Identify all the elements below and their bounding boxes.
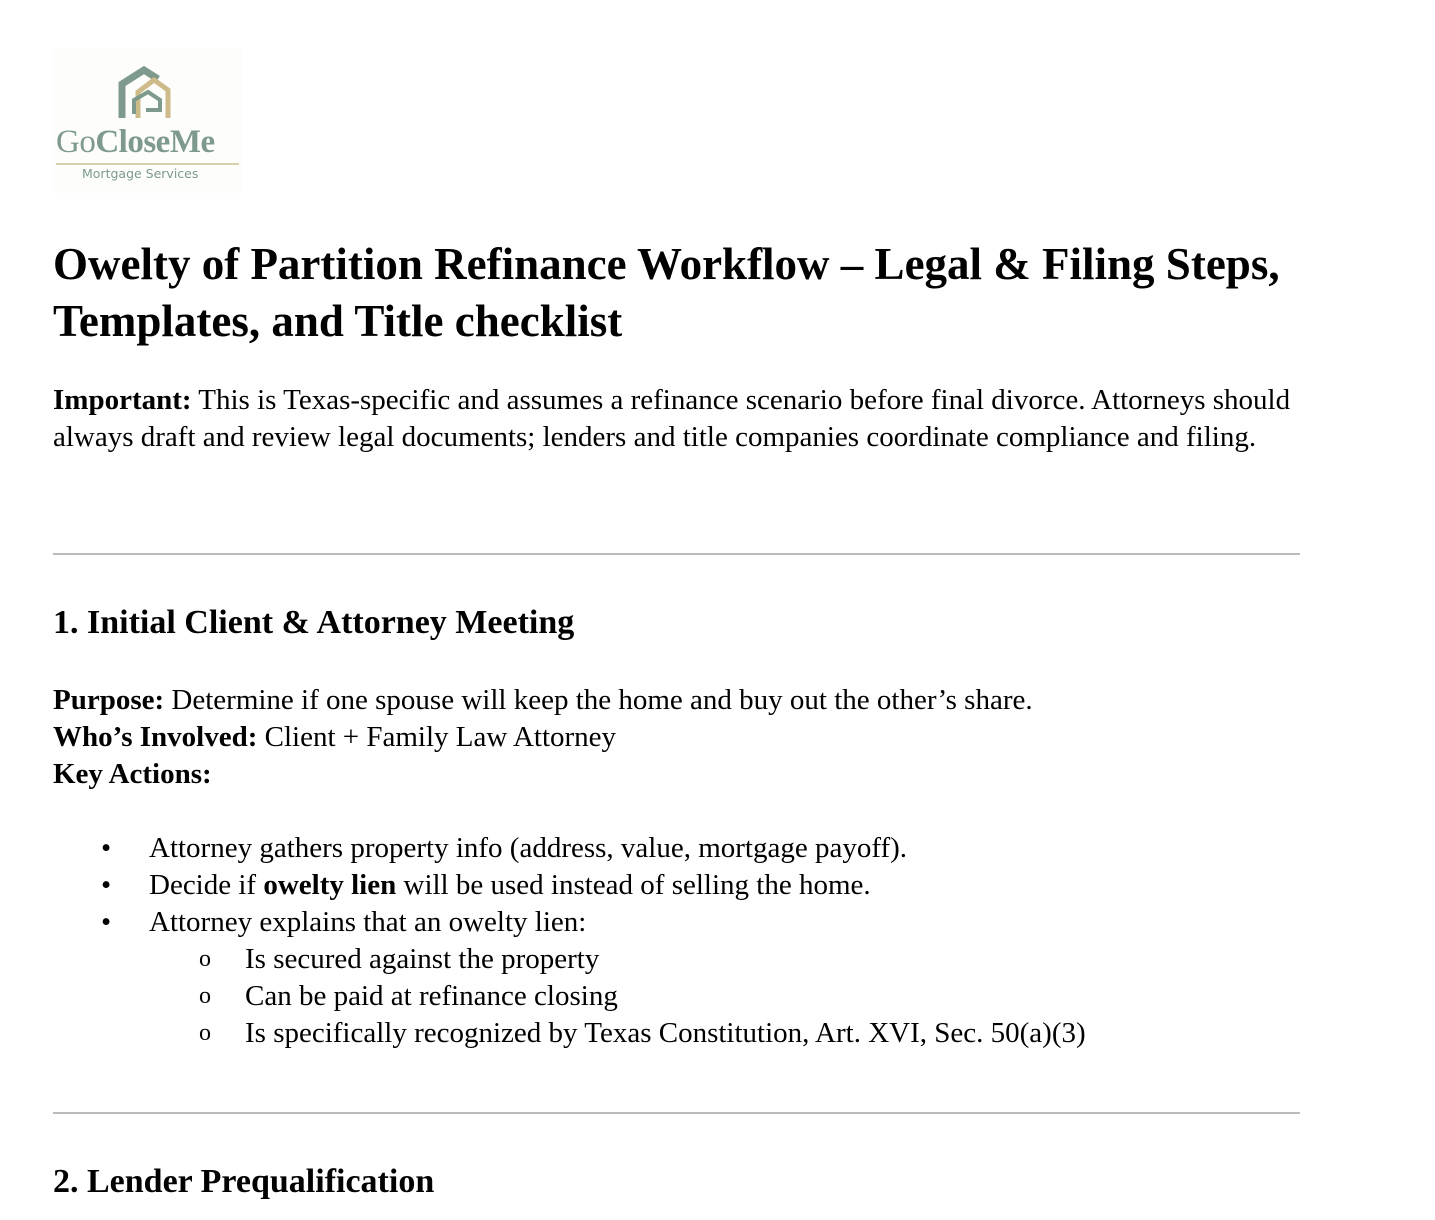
divider <box>53 553 1300 555</box>
logo-rule <box>56 163 239 165</box>
section-2-heading: 2. Lender Prequalification <box>53 1163 435 1200</box>
logo-go: Go <box>56 124 96 160</box>
logo-closeme: CloseMe <box>95 124 215 160</box>
owelty-sub-list <box>53 941 1086 1052</box>
who-label: Who’s Involved: <box>53 721 258 753</box>
bold-term: owelty lien <box>263 869 397 901</box>
purpose-text: Determine if one spouse will keep the home and buy out the other’s share. <box>164 684 1033 716</box>
text: will be used instead of selling the home. <box>396 869 871 901</box>
text: Decide if <box>149 869 264 901</box>
key-actions-list <box>53 830 907 941</box>
divider <box>53 1112 1300 1114</box>
gocloseme-logo <box>52 48 242 193</box>
actions-label: Key Actions: <box>53 758 212 790</box>
sub-list-item: o Is secured against the property <box>53 941 1086 978</box>
document-title: Owelty of Partition Refinance Workflow – Legal & Filing Steps, Templates, and Title checklist <box>53 239 1280 346</box>
important-label: Important: <box>53 384 192 416</box>
logo-subtitle: Mortgage Services <box>82 166 199 181</box>
sub-list-item: o Is specifically recognized by Texas Constitution, Art. XVI, Sec. 50(a)(3) <box>53 1015 1086 1052</box>
purpose-label: Purpose: <box>53 684 165 716</box>
list-item: • Attorney explains that an owelty lien: <box>53 904 907 941</box>
important-note <box>53 382 1303 456</box>
important-text: This is Texas-specific and assumes a refinance scenario before final divorce. Attorneys should always draft and review legal documents; lenders and title companies coordinate compliance and filing. <box>53 384 1291 453</box>
who-text: Client + Family Law Attorney <box>257 721 617 753</box>
house-logo-icon <box>118 66 174 122</box>
section-1-heading: 1. Initial Client & Attorney Meeting <box>53 604 575 641</box>
section-1-details <box>53 682 1303 793</box>
sub-list-item: o Can be paid at refinance closing <box>53 978 1086 1015</box>
list-item <box>53 867 907 904</box>
list-item: • Attorney gathers property info (address, value, mortgage payoff). <box>53 830 907 867</box>
